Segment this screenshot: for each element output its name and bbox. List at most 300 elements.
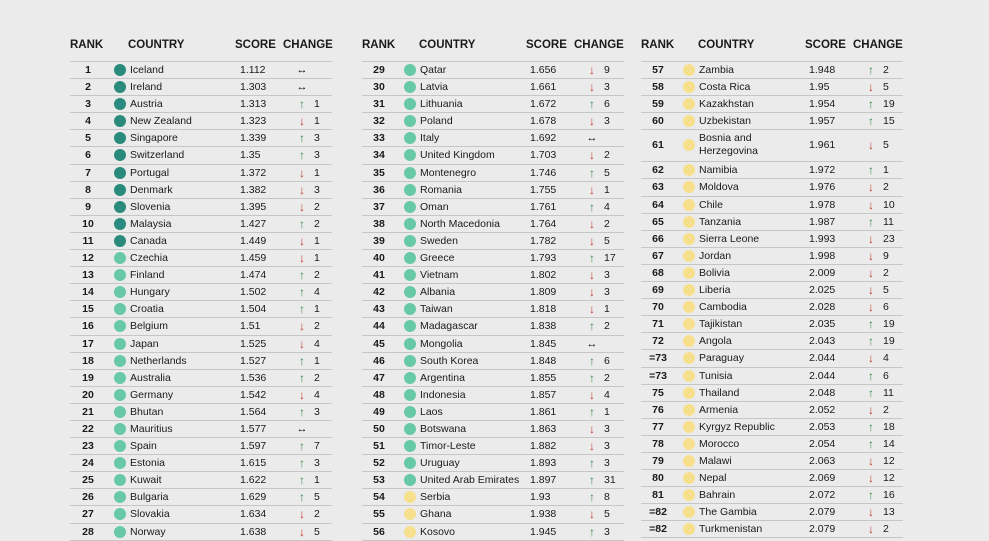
table-row — [70, 524, 332, 541]
change-cell — [296, 301, 320, 317]
change-value: 1 — [314, 252, 320, 265]
table-row — [362, 147, 624, 164]
rank-cell: 43 — [373, 303, 385, 316]
tier-dot-icon — [114, 389, 126, 401]
rank-cell: 3 — [85, 98, 91, 111]
arrow-down-icon: ↓ — [589, 268, 595, 283]
arrow-down-icon: ↓ — [868, 283, 874, 298]
score-cell: 1.577 — [240, 422, 267, 435]
table-row — [362, 301, 624, 318]
rank-cell: 51 — [373, 440, 385, 453]
table-row — [362, 130, 624, 147]
table-row — [70, 61, 332, 79]
country-name: Malawi — [699, 454, 732, 467]
arrow-up-icon: ↑ — [299, 302, 305, 317]
change-value: 18 — [883, 420, 895, 433]
change-value: 1 — [314, 234, 320, 247]
arrow-down-icon: ↓ — [589, 507, 595, 522]
change-cell — [865, 162, 889, 178]
arrow-up-icon: ↑ — [589, 524, 595, 539]
change-value: 10 — [883, 198, 895, 211]
rank-cell: =82 — [649, 523, 667, 536]
rank-cell: 2 — [85, 81, 91, 94]
table-row — [362, 79, 624, 96]
tier-dot-icon — [114, 526, 126, 538]
country-name: United Kingdom — [420, 149, 495, 162]
tier-dot-icon — [404, 320, 416, 332]
country-name: Timor-Leste — [420, 440, 476, 453]
tier-dot-icon — [683, 318, 695, 330]
change-cell — [296, 96, 320, 112]
rank-cell: 67 — [652, 249, 664, 262]
country-name: Turkmenistan — [699, 523, 763, 536]
table-row — [641, 248, 903, 265]
change-value: 3 — [314, 457, 320, 470]
change-value: 3 — [314, 149, 320, 162]
change-value: 1 — [604, 405, 610, 418]
arrow-down-icon: ↓ — [868, 265, 874, 280]
score-cell: 1.948 — [809, 64, 836, 76]
tier-dot-icon — [404, 457, 416, 469]
rank-cell: 77 — [652, 420, 664, 433]
table-row — [362, 404, 624, 421]
tier-dot-icon — [683, 352, 695, 364]
arrow-up-icon: ↑ — [299, 216, 305, 231]
table-row — [362, 472, 624, 489]
change-value: 15 — [883, 115, 895, 128]
country-name: Romania — [420, 183, 463, 196]
arrow-up-icon: ↑ — [589, 97, 595, 112]
ranking-rows — [641, 61, 903, 538]
country-name: Sweden — [420, 234, 458, 247]
no-change-icon: ↔ — [296, 422, 308, 435]
change-cell — [586, 421, 610, 437]
change-cell — [865, 231, 895, 247]
arrow-down-icon: ↓ — [589, 233, 595, 248]
score-cell: 2.063 — [809, 454, 836, 467]
rank-cell: 38 — [373, 217, 385, 230]
score-cell: 1.597 — [240, 440, 267, 453]
tier-dot-icon — [683, 404, 695, 416]
change-value: 1 — [314, 115, 320, 128]
tier-dot-icon — [114, 132, 126, 144]
country-name: Angola — [699, 335, 732, 348]
rank-cell: 69 — [652, 284, 664, 297]
table-row — [70, 130, 332, 147]
country-name: Netherlands — [130, 354, 187, 367]
change-cell — [865, 385, 894, 401]
country-name: Albania — [420, 286, 456, 299]
change-value: 1 — [314, 98, 320, 111]
rank-cell: 61 — [652, 139, 664, 152]
arrow-down-icon: ↓ — [299, 251, 305, 266]
tier-dot-icon — [114, 115, 126, 127]
country-name: Australia — [130, 371, 171, 384]
rank-cell: 60 — [652, 115, 664, 128]
rank-cell: 37 — [373, 200, 385, 213]
tier-dot-icon — [114, 286, 126, 298]
arrow-down-icon: ↓ — [299, 507, 305, 522]
arrow-up-icon: ↑ — [589, 404, 595, 419]
header-change: CHANGE — [574, 39, 624, 51]
score-cell: 1.897 — [530, 474, 557, 487]
tier-dot-icon — [114, 252, 126, 264]
score-cell: 1.527 — [240, 354, 267, 367]
table-row — [641, 130, 903, 162]
change-cell — [586, 301, 610, 317]
country-name: Lithuania — [420, 98, 463, 111]
tier-dot-icon — [404, 389, 416, 401]
change-value: 17 — [604, 252, 616, 265]
change-value: 3 — [604, 457, 610, 470]
table-row — [362, 250, 624, 267]
country-name: Serbia — [420, 491, 451, 504]
change-cell — [865, 113, 895, 129]
rank-cell: 28 — [82, 525, 94, 538]
tier-dot-icon — [683, 506, 695, 518]
tier-dot-icon — [114, 406, 126, 418]
rank-cell: 64 — [652, 198, 664, 211]
rank-cell: 65 — [652, 215, 664, 228]
score-cell: 1.957 — [809, 115, 836, 128]
change-cell — [296, 216, 320, 232]
tier-dot-icon — [404, 149, 416, 161]
score-cell: 1.395 — [240, 200, 267, 213]
tier-dot-icon — [683, 199, 695, 211]
change-cell — [586, 250, 616, 266]
header-country: COUNTRY — [698, 39, 755, 51]
rank-cell: 25 — [82, 474, 94, 487]
arrow-down-icon: ↓ — [868, 180, 874, 195]
tier-dot-icon — [683, 250, 695, 262]
table-header — [70, 37, 332, 61]
change-value: 31 — [604, 474, 616, 487]
country-name: Greece — [420, 252, 455, 265]
tier-dot-icon — [114, 423, 126, 435]
rank-cell: 10 — [82, 217, 94, 230]
tier-dot-icon — [114, 303, 126, 315]
rank-cell: 21 — [82, 405, 94, 418]
ranking-panel-3 — [641, 37, 903, 538]
score-cell: 1.938 — [530, 508, 557, 521]
rank-cell: =73 — [649, 352, 667, 365]
score-cell: 1.459 — [240, 252, 267, 265]
change-cell — [586, 336, 604, 352]
tier-dot-icon — [683, 139, 695, 151]
rank-cell: 34 — [373, 149, 385, 162]
change-cell — [865, 436, 895, 452]
change-value: 12 — [883, 454, 895, 467]
tier-dot-icon — [683, 472, 695, 484]
country-name: Ireland — [130, 81, 163, 94]
change-value: 5 — [604, 166, 610, 179]
country-name: Canada — [130, 234, 167, 247]
rank-cell: 30 — [373, 81, 385, 94]
table-row — [362, 284, 624, 301]
tier-dot-icon — [683, 81, 695, 93]
change-value: 1 — [314, 303, 320, 316]
arrow-down-icon: ↓ — [299, 199, 305, 214]
change-cell — [865, 248, 889, 264]
score-cell: 1.976 — [809, 181, 836, 194]
country-name: Tunisia — [699, 369, 733, 382]
table-row — [362, 370, 624, 387]
change-value: 1 — [604, 303, 610, 316]
rank-cell: =82 — [649, 506, 667, 519]
country-name: Kosovo — [420, 525, 456, 538]
change-value: 19 — [883, 335, 895, 348]
table-row — [641, 453, 903, 470]
arrow-up-icon: ↑ — [589, 490, 595, 505]
country-name: Zambia — [699, 64, 735, 76]
change-cell — [586, 182, 610, 198]
score-cell: 1.303 — [240, 81, 267, 94]
rank-cell: 7 — [85, 166, 91, 179]
rank-cell: 75 — [652, 386, 664, 399]
change-value: 3 — [604, 81, 610, 94]
arrow-up-icon: ↑ — [299, 370, 305, 385]
change-cell — [586, 216, 610, 232]
score-cell: 1.678 — [530, 115, 557, 128]
score-cell: 1.564 — [240, 405, 267, 418]
country-name: Liberia — [699, 284, 731, 297]
table-row — [641, 521, 903, 538]
tier-dot-icon — [114, 64, 126, 76]
ranking-panel-1 — [70, 37, 332, 541]
tier-dot-icon — [114, 440, 126, 452]
change-cell — [586, 199, 610, 215]
table-row — [641, 113, 903, 130]
tier-dot-icon — [114, 355, 126, 367]
table-row — [641, 282, 903, 299]
change-cell — [586, 233, 610, 249]
table-row — [641, 61, 903, 79]
score-cell: 1.987 — [809, 215, 836, 228]
arrow-down-icon: ↓ — [589, 302, 595, 317]
rank-cell: 70 — [652, 301, 664, 314]
table-row — [70, 387, 332, 404]
table-row — [362, 96, 624, 113]
change-value: 6 — [604, 98, 610, 111]
tier-dot-icon — [114, 269, 126, 281]
no-change-icon: ↔ — [586, 132, 598, 145]
table-row — [70, 404, 332, 421]
table-row — [70, 199, 332, 216]
arrow-down-icon: ↓ — [589, 421, 595, 436]
change-cell — [865, 299, 889, 315]
change-cell — [586, 284, 610, 300]
change-cell — [296, 353, 320, 369]
score-cell: 1.857 — [530, 388, 557, 401]
score-cell: 1.372 — [240, 166, 267, 179]
tier-dot-icon — [683, 455, 695, 467]
score-cell: 2.009 — [809, 266, 836, 279]
tier-dot-icon — [404, 218, 416, 230]
country-name: Namibia — [699, 164, 738, 177]
country-name: Bahrain — [699, 489, 736, 502]
score-cell: 1.961 — [809, 139, 836, 152]
country-name: Montenegro — [420, 166, 477, 179]
rank-cell: 5 — [85, 132, 91, 145]
change-value: 1 — [883, 164, 889, 177]
country-name: Argentina — [420, 371, 465, 384]
change-value: 2 — [314, 320, 320, 333]
rank-cell: 14 — [82, 286, 94, 299]
country-name: South Korea — [420, 354, 479, 367]
change-value: 3 — [604, 525, 610, 538]
change-cell — [586, 113, 610, 129]
change-value: 3 — [314, 132, 320, 145]
score-cell: 1.945 — [530, 525, 557, 538]
table-row — [70, 267, 332, 284]
change-cell — [865, 419, 895, 435]
table-row — [70, 506, 332, 523]
table-row — [362, 199, 624, 216]
tier-dot-icon — [404, 115, 416, 127]
change-cell — [586, 438, 610, 454]
arrow-up-icon: ↑ — [589, 251, 595, 266]
rank-cell: 63 — [652, 181, 664, 194]
table-row — [70, 79, 332, 96]
change-cell — [865, 350, 889, 366]
rank-cell: 78 — [652, 437, 664, 450]
change-value: 3 — [314, 405, 320, 418]
rank-cell: 20 — [82, 388, 94, 401]
change-cell — [586, 506, 610, 522]
score-cell: 1.978 — [809, 198, 836, 211]
arrow-down-icon: ↓ — [868, 505, 874, 520]
table-row — [641, 214, 903, 231]
change-value: 7 — [314, 440, 320, 453]
rank-cell: 26 — [82, 491, 94, 504]
change-value: 23 — [883, 232, 895, 245]
change-cell — [586, 165, 610, 181]
country-name: Costa Rica — [699, 81, 751, 94]
table-row — [362, 353, 624, 370]
rank-cell: 59 — [652, 98, 664, 111]
arrow-down-icon: ↓ — [868, 351, 874, 366]
tier-dot-icon — [404, 286, 416, 298]
rank-cell: 81 — [652, 489, 664, 502]
score-cell: 1.954 — [809, 98, 836, 111]
change-cell — [586, 455, 610, 471]
country-name: Estonia — [130, 457, 166, 470]
header-change: CHANGE — [283, 39, 333, 51]
rank-cell: 8 — [85, 183, 91, 196]
score-cell: 1.95 — [809, 81, 830, 94]
score-cell: 2.079 — [809, 506, 836, 519]
table-row — [362, 267, 624, 284]
country-name: Taiwan — [420, 303, 453, 316]
change-cell — [296, 455, 320, 471]
change-value: 11 — [883, 215, 894, 228]
change-cell — [586, 489, 610, 505]
score-cell: 2.072 — [809, 489, 836, 502]
country-name: Slovenia — [130, 200, 171, 213]
table-row — [70, 489, 332, 506]
arrow-down-icon: ↓ — [589, 182, 595, 197]
country-name: Malaysia — [130, 217, 172, 230]
change-cell — [865, 214, 894, 230]
change-value: 2 — [604, 371, 610, 384]
tier-dot-icon — [404, 406, 416, 418]
country-name: Slovakia — [130, 508, 170, 521]
tier-dot-icon — [683, 216, 695, 228]
score-cell: 1.692 — [530, 132, 557, 145]
table-row — [70, 455, 332, 472]
table-row — [641, 79, 903, 96]
country-name: Hungary — [130, 286, 170, 299]
change-cell — [865, 79, 889, 95]
rank-cell: 12 — [82, 252, 94, 265]
table-row — [362, 113, 624, 130]
change-cell — [586, 147, 610, 163]
score-cell: 1.382 — [240, 183, 267, 196]
table-row — [641, 162, 903, 179]
header-score: SCORE — [805, 39, 846, 51]
arrow-up-icon: ↑ — [868, 63, 874, 77]
rank-cell: 35 — [373, 166, 385, 179]
country-name: Finland — [130, 269, 165, 282]
tier-dot-icon — [683, 438, 695, 450]
change-cell — [296, 472, 320, 488]
change-value: 2 — [883, 523, 889, 536]
change-value: 2 — [604, 217, 610, 230]
arrow-up-icon: ↑ — [299, 268, 305, 283]
country-name: Jordan — [699, 249, 732, 262]
rank-cell: 42 — [373, 286, 385, 299]
arrow-up-icon: ↑ — [589, 165, 595, 180]
country-name: Kyrgyz Republic — [699, 420, 775, 433]
change-value: 2 — [314, 200, 320, 213]
tier-dot-icon — [404, 440, 416, 452]
change-value: 14 — [883, 437, 895, 450]
arrow-up-icon: ↑ — [868, 97, 874, 112]
score-cell: 1.638 — [240, 525, 267, 538]
change-cell — [296, 250, 320, 266]
table-row — [70, 284, 332, 301]
tier-dot-icon — [404, 355, 416, 367]
table-row — [362, 524, 624, 541]
change-value: 19 — [883, 318, 895, 331]
header-country: COUNTRY — [419, 39, 476, 51]
change-value: 2 — [883, 181, 889, 194]
arrow-up-icon: ↑ — [868, 436, 874, 451]
table-row — [641, 470, 903, 487]
rank-cell: 32 — [373, 115, 385, 128]
table-row — [70, 318, 332, 335]
score-cell: 1.93 — [530, 491, 551, 504]
tier-dot-icon — [404, 132, 416, 144]
arrow-up-icon: ↑ — [589, 353, 595, 368]
tier-dot-icon — [404, 338, 416, 350]
tier-dot-icon — [683, 181, 695, 193]
score-cell: 1.474 — [240, 269, 267, 282]
change-value: 2 — [604, 149, 610, 162]
change-value: 5 — [314, 491, 320, 504]
arrow-up-icon: ↑ — [299, 439, 305, 454]
change-cell — [586, 353, 610, 369]
country-name: Spain — [130, 440, 157, 453]
change-value: 5 — [883, 81, 889, 94]
header-country: COUNTRY — [128, 39, 185, 51]
country-name: Tajikistan — [699, 318, 743, 331]
table-row — [641, 487, 903, 504]
country-name: Mauritius — [130, 422, 173, 435]
change-cell — [296, 199, 320, 215]
ranking-rows — [70, 61, 332, 541]
table-row — [70, 113, 332, 130]
